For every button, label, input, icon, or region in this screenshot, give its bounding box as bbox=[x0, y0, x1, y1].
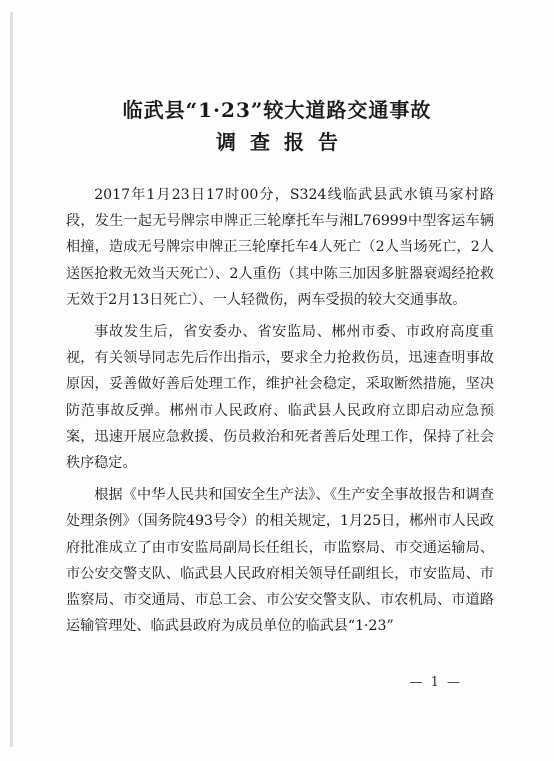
paragraph-accident-summary: 2017年1月23日17时00分，S324线临武县武水镇马家村路段，发生一起无号牌宗申牌正三轮摩托车与湘L76999中型客运车辆相撞，造成无号牌宗申牌正三轮摩托车4人死亡（2人当场死亡，2人送医抢救无效当天死亡）、2人重伤（其中陈三加因多脏器衰竭经抢救无效于2月13日死亡）、一人轻微伤，两车受损的较大交通事故。 bbox=[66, 187, 494, 308]
page-number: — 1 — bbox=[409, 675, 462, 690]
paragraph-emergency-response: 事故发生后，省安委办、省安监局、郴州市委、市政府高度重视，有关领导同志先后作出指示，要求全力抢救伤员，迅速查明事故原因，妥善做好善后处理工作，维护社会稳定，采取断然措施，坚决防范事故反弹。郴州市人民政府、临武县人民政府立即启动应急预案，迅速开展应急救援、伤员救治和死者善后处理工作，保持了社会秩序稳定。 bbox=[66, 324, 494, 472]
document-title-line2: 调查报告 bbox=[216, 130, 352, 154]
paragraph-investigation-basis: 根据《中华人民共和国安全生产法》、《生产安全事故报告和调查处理条例》（国务院493号令）的相关规定，1月25日，郴州市人民政府批准成立了由市安监局副局长任组长，市监察局、市交通运输局、市公安交警支队、临武县人民政府相关领导任副组长，市安监局、市监察局、市交通局、市总工会、市公安交警支队、市农机局、市道路运输管理处、临武县政府为成员单位的临武县“1·23” bbox=[66, 487, 494, 635]
document-body bbox=[66, 182, 494, 645]
document-title-line1: 临武县“1·23”较大道路交通事故 bbox=[122, 98, 432, 122]
